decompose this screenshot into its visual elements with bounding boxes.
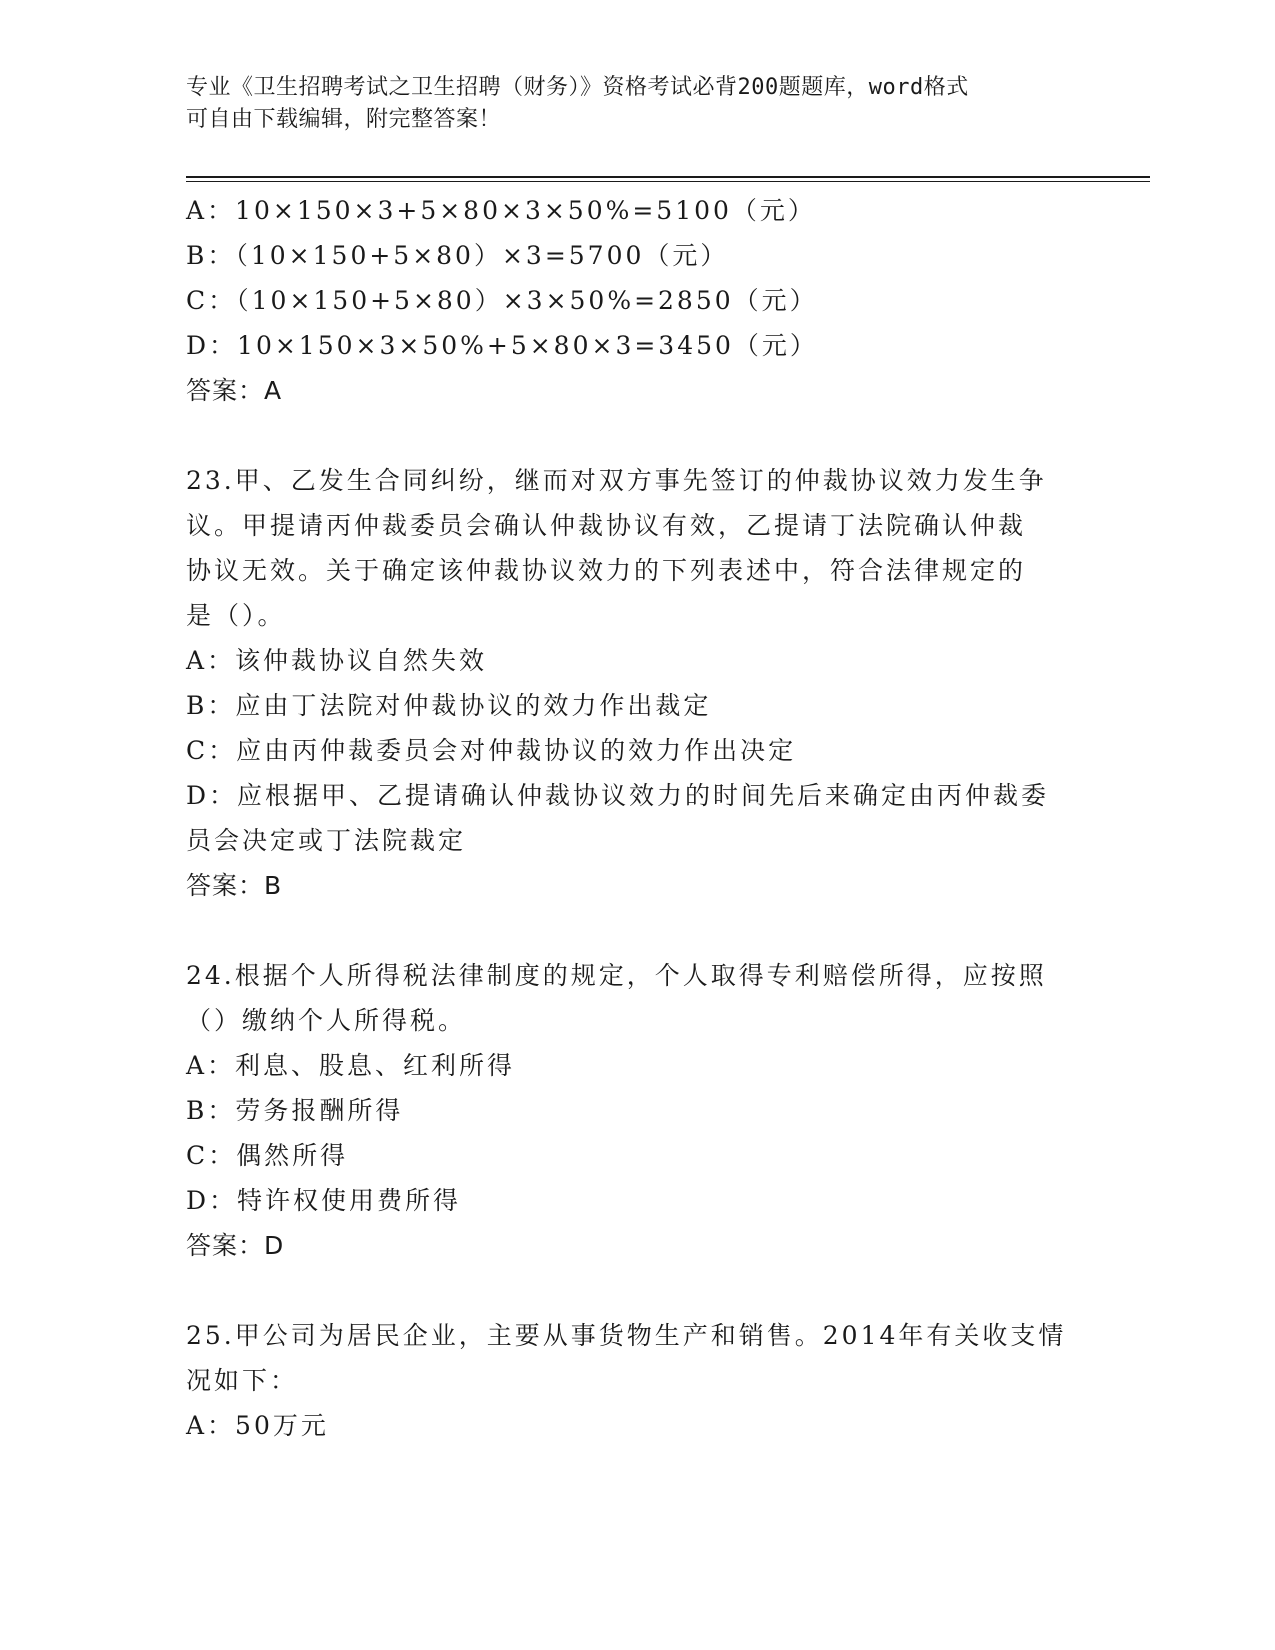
option-a: A：50万元 <box>186 1411 329 1440</box>
question-stem-line: 是（）。 <box>186 601 286 630</box>
question-stem-line: 23.甲、乙发生合同纠纷，继而对双方事先签订的仲裁协议效力发生争 <box>186 466 1047 495</box>
question-24 <box>186 953 1086 1268</box>
answer-line: 答案：B <box>186 871 283 900</box>
header-title-line-2: 可自由下载编辑，附完整答案！ <box>186 107 502 132</box>
question-stem-line: 协议无效。关于确定该仲裁协议效力的下列表述中，符合法律规定的 <box>186 556 1027 585</box>
option-a: A：利息、股息、红利所得 <box>186 1051 516 1080</box>
answer-line: 答案：A <box>186 376 283 405</box>
option-d: D：10×150×3×50%+5×80×3=3450（元） <box>186 331 818 360</box>
header-title-line-1: 专业《卫生招聘考试之卫生招聘（财务）》资格考试必背200题题库，word格式 <box>186 75 969 100</box>
header-rule-thick <box>186 176 1150 178</box>
question-stem-line: （）缴纳个人所得税。 <box>186 1006 467 1035</box>
question-content <box>186 188 1086 1448</box>
option-c: C：（10×150+5×80）×3×50%=2850（元） <box>186 286 818 315</box>
question-23 <box>186 458 1086 908</box>
option-b: B：（10×150+5×80）×3=5700（元） <box>186 241 729 270</box>
header-rule-thin <box>186 181 1150 182</box>
option-d: D：特许权使用费所得 <box>186 1186 462 1215</box>
question-22 <box>186 188 1086 413</box>
question-stem-line: 况如下： <box>186 1366 299 1395</box>
option-c: C：偶然所得 <box>186 1141 349 1170</box>
document-header <box>186 72 1056 136</box>
answer-line: 答案：D <box>186 1231 285 1260</box>
option-a: A：10×150×3+5×80×3×50%=5100（元） <box>186 196 816 225</box>
option-c: C：应由丙仲裁委员会对仲裁协议的效力作出决定 <box>186 736 797 765</box>
question-25 <box>186 1313 1086 1448</box>
question-stem-line: 24.根据个人所得税法律制度的规定，个人取得专利赔偿所得，应按照 <box>186 961 1047 990</box>
option-d: D：应根据甲、乙提请确认仲裁协议效力的时间先后来确定由丙仲裁委 <box>186 781 1050 810</box>
option-a: A：该仲裁协议自然失效 <box>186 646 488 675</box>
question-stem-line: 议。甲提请丙仲裁委员会确认仲裁协议有效，乙提请丁法院确认仲裁 <box>186 511 1027 540</box>
option-b: B：劳务报酬所得 <box>186 1096 404 1125</box>
option-d-continued: 员会决定或丁法院裁定 <box>186 826 467 855</box>
option-b: B：应由丁法院对仲裁协议的效力作出裁定 <box>186 691 712 720</box>
question-stem-line: 25.甲公司为居民企业，主要从事货物生产和销售。2014年有关收支情 <box>186 1321 1067 1350</box>
